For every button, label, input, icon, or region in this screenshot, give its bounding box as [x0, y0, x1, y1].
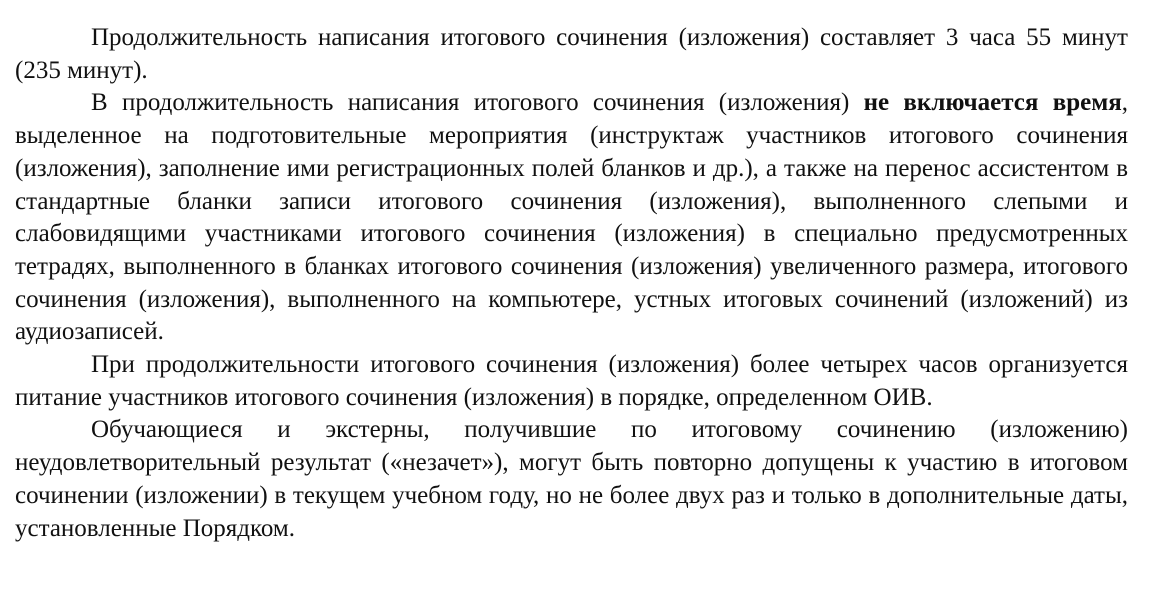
emphasis-not-included-time: не включается время [863, 89, 1122, 117]
document-body [15, 22, 1128, 545]
paragraph-meals: При продолжительности итогового сочинения (изложения) более четырех часов организуется питание участников итогового сочинения (изложения) в порядке, определенном ОИВ. [15, 351, 1128, 411]
paragraph-excluded-time-lead: В продолжительность написания итогового сочинения (изложения) [91, 89, 864, 117]
paragraph-excluded-time-rest: , выделенное на подготовительные мероприятия (инструктаж участников итогового сочинения (изложения), заполнение ими регистрационных полей бланков и др.), а также на перенос ассистентом в стандартные бланки записи итогового сочинения (изложения), выполненного слепыми и слабовидящими участниками итогового сочинения (изложения) в специально предусмотренных тетрадях, выполненного в бланках итогового сочинения (изложения) увеличенного размера, итогового сочинения (изложения), выполненного на компьютере, устных итоговых сочинений (изложений) из аудиозаписей. [15, 89, 1128, 346]
paragraph-retake: Обучающиеся и экстерны, получившие по итоговому сочинению (изложению) неудовлетворительный результат («незачет»), могут быть повторно допущены к участию в итоговом сочинении (изложении) в текущем учебном году, но не более двух раз и только в дополнительные даты, установленные Порядком. [15, 416, 1128, 542]
paragraph-excluded-time [15, 87, 1128, 349]
paragraph-duration: Продолжительность написания итогового сочинения (изложения) составляет 3 часа 55 минут (235 минут). [15, 24, 1128, 84]
